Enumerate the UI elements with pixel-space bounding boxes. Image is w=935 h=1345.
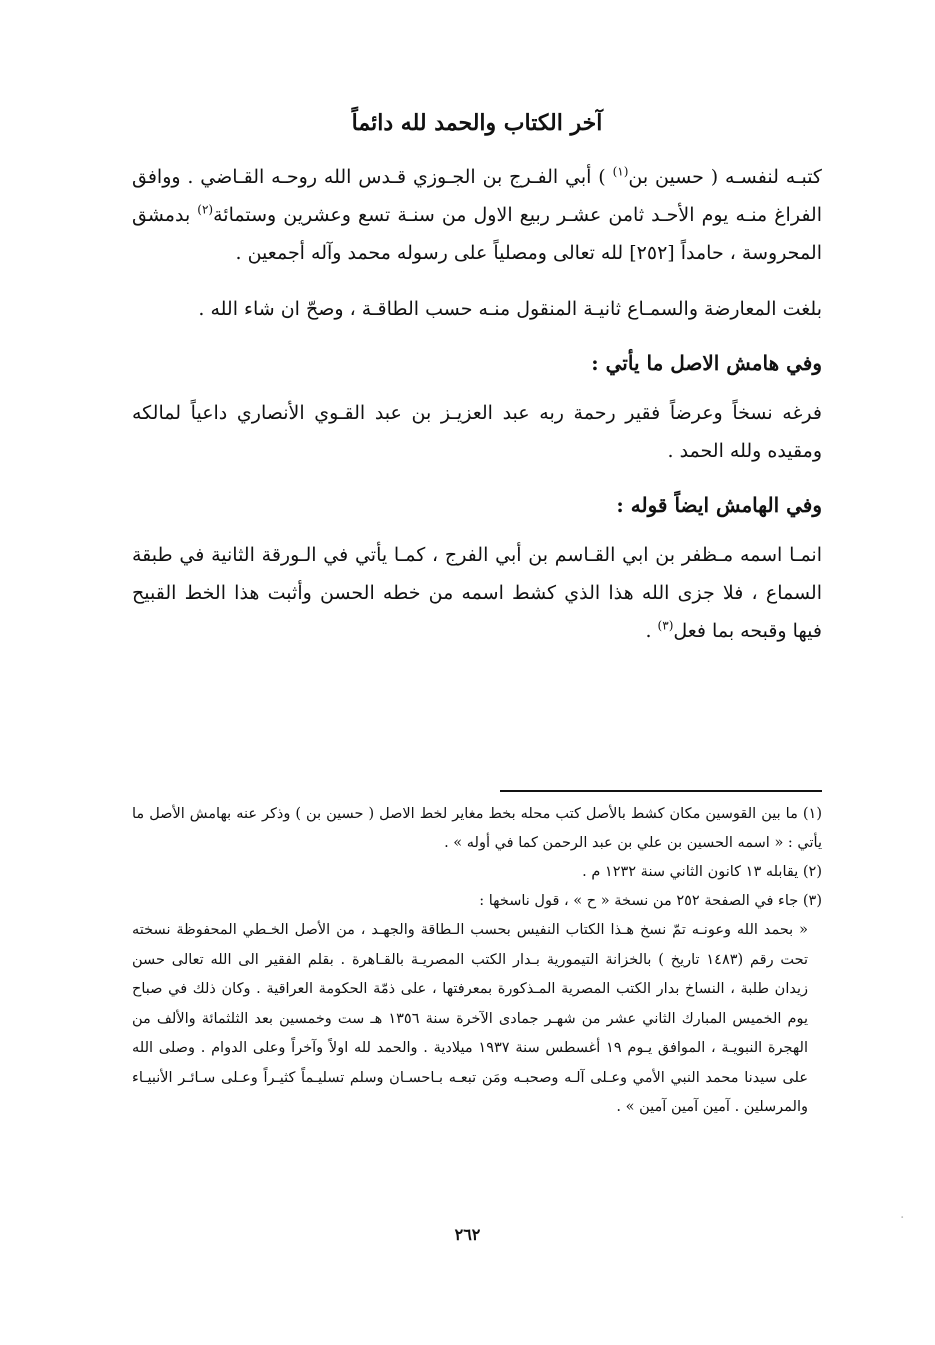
main-text [132, 110, 822, 668]
scan-speck: · [900, 1210, 905, 1226]
colophon-text-b: ) أبي الفـرج بن الجـوزي قـدس الله روحـه القـاضي . ووافق الفراغ منـه يوم الأحـد ثامن عشـر ربيع الاول من سنـة تسع وعشرين وستمائة [132, 166, 822, 226]
heading-margin-note: وفي هامش الاصل ما يأتي : [591, 351, 822, 375]
footnote-3: (٣) جاء في الصفحة ٢٥٢ من نسخة « ح » ، قول ناسخها : [479, 893, 822, 909]
page-title: آخر الكتاب والحمد لله دائماً [351, 110, 603, 136]
footnote-3-quote: « بحمد الله وعونـه تمّ نسخ هـذا الكتاب النفيس بحسب الـطاقة والجهـد ، من الأصل الخـطي المحفوظة نسخته تحت رقم (١٤٨٣ تاريخ ) بالخزانة التيمورية بـدار الكتب المصريـة بالقـاهرة . بقلم الفقير الى الله تعالى حسن زيدان طلبة ، النساخ بدار الكتب المصرية المـذكورة بمعرفتها ، على ذمّة الحكومة العراقية . وكان ذلك في صباح يوم الخميس المبارك الثاني عشر من شهـر جمادى الآخرة سنة ١٣٥٦ هـ ست وخمسين بعد الثلثمائة والألف من الهجرة النبويـة ، الموافق يـوم ١٩ أغسطس سنة ١٩٣٧ ميلادية . والحمد لله اولاً وآخراً وعلى الدوام . وصلى الله على سيدنا محمد النبي الأمي وعـلى آلـه وصحبـه ومَن تبعـه بـاحسـان وسلم تسليـماً كثيـراً وعـلى سـائـر الأنبيـاء والمرسلين . آمين آمين آمين » . [132, 922, 809, 1115]
paragraph-erasure [132, 536, 822, 650]
paragraph-colophon [132, 158, 822, 272]
footnotes [132, 800, 822, 1123]
footnote-ref-2[interactable]: (٢) [197, 202, 214, 217]
paragraph-collation: بلغت المعارضة والسمـاع ثانيـة المنقول منـه حسب الطاقـة ، وصحّ ان شاء الله . [198, 298, 822, 320]
footnote-1: (١) ما بين القوسين مكان كشط بالأصل كتب محله بخط مغاير لخط الاصل ( حسين بن ) وذكر عنه بهامش الأصل ما يأتي : « اسمه الحسين بن علي بن عبد الرحمن كما في أوله » . [132, 806, 822, 851]
colophon-text-c: بدمشق المحروسة ، حامداً [٢٥٢] لله تعالى ومصلياً على رسوله محمد وآله أجمعين . [132, 204, 822, 264]
footnote-ref-1[interactable]: (١) [612, 164, 629, 179]
footnote-ref-3[interactable]: (٣) [657, 618, 674, 633]
erasure-text-a: انمـا اسمه مـظفر بن ابي القـاسم بن أبي الفرج ، كمـا يأتي في الـورقة الثانية في طبقة السماع ، فلا جزى الله هذا الذي كشط اسمه من خطه الحسن وأثبت هذا الخط القبيح فيها وقبحه بما فعل [132, 544, 822, 642]
page-number: ٢٦٢ [454, 1225, 481, 1244]
paragraph-copyist: فرغه نسخاً وعرضاً فقير رحمة ربه عبد العزيـز بن عبد القـوي الأنصاري داعياً لمالكه ومقيده ولله الحمد . [132, 402, 822, 462]
erasure-text-b: . [645, 620, 658, 642]
heading-margin-note-2: وفي الهامش ايضاً قوله : [616, 493, 822, 517]
footnote-divider [500, 790, 822, 792]
colophon-text-a: كتبـه لنفسـه ( حسين بن [628, 166, 822, 188]
footnote-2: (٢) يقابله ١٣ كانون الثاني سنة ١٢٣٢ م . [582, 864, 822, 880]
